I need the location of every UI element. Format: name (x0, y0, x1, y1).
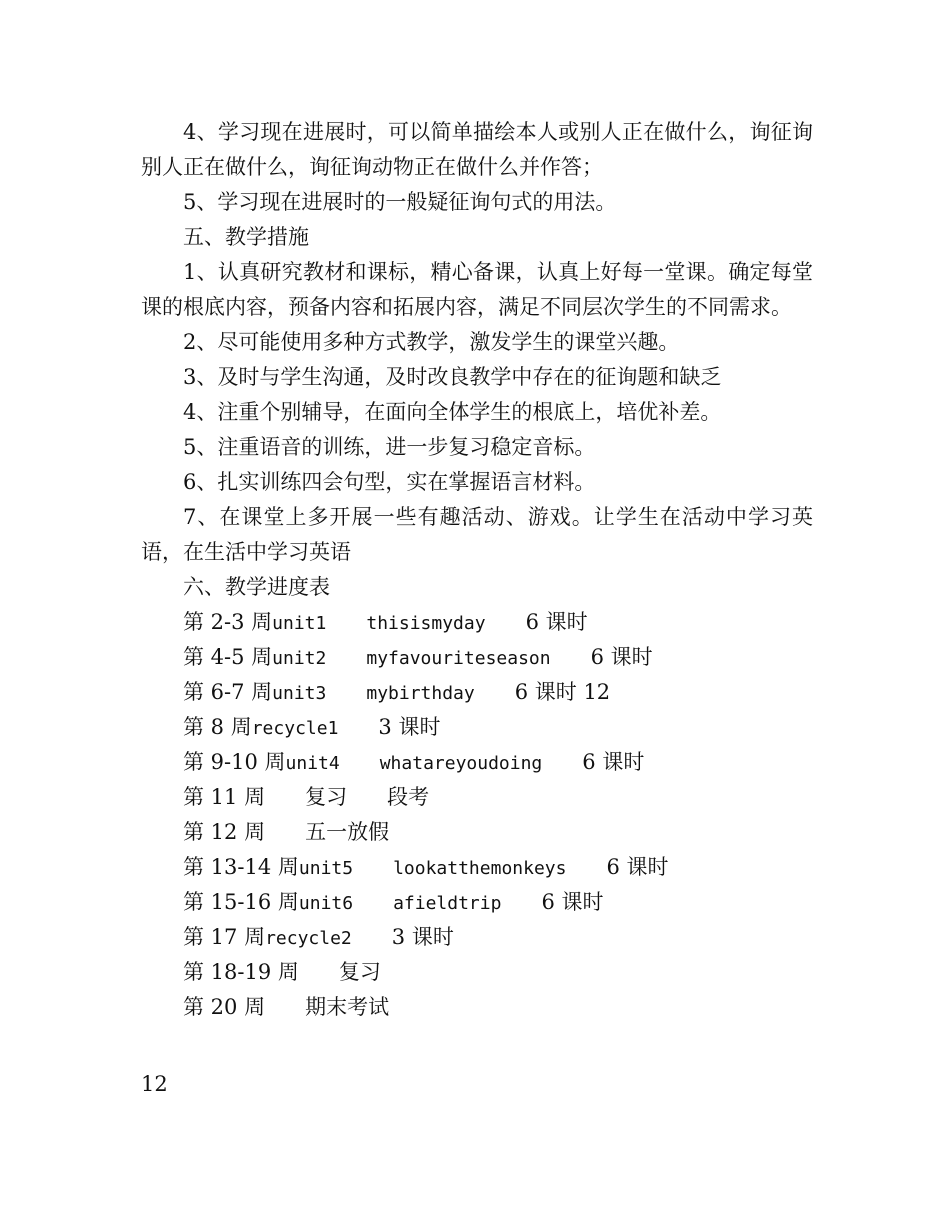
measure-item-2: 2、尽可能使用多种方式教学，激发学生的课堂兴趣。 (183, 330, 680, 354)
schedule-week: 第 13-14 周 (183, 855, 299, 879)
document-body (141, 115, 813, 1025)
schedule-title: whatareyoudoing (379, 753, 543, 774)
schedule-unit: unit5 (298, 858, 354, 879)
measure-item-4: 4、注重个别辅导，在面向全体学生的根底上，培优补差。 (183, 400, 722, 424)
schedule-hours: 6 课时 (582, 750, 645, 774)
schedule-hours: 段考 (387, 785, 430, 809)
schedule-unit: unit1 (272, 613, 327, 634)
schedule-unit: unit4 (285, 753, 340, 774)
schedule-row (141, 815, 813, 850)
schedule-hours: 3 课时 (391, 925, 454, 949)
schedule-row (141, 955, 813, 990)
schedule-title: thisismyday (366, 613, 486, 634)
schedule-unit: unit6 (298, 893, 354, 914)
schedule-row (141, 605, 813, 640)
schedule-hours: 3 课时 (378, 715, 441, 739)
schedule-hours: 6 课时 (606, 855, 669, 879)
schedule-title: mybirthday (366, 683, 475, 704)
measure-item-5: 5、注重语音的训练，进一步复习稳定音标。 (183, 435, 596, 459)
paragraph-objective-4: 4、学习现在进展时，可以简单描绘本人或别人正在做什么，询征询别人正在做什么，询征询动物正在做什么并作答； (141, 120, 813, 179)
schedule-hours: 6 课时 12 (514, 680, 611, 704)
schedule-week: 第 6-7 周 (183, 680, 273, 704)
schedule-week: 第 20 周 (183, 995, 266, 1019)
schedule-week: 第 2-3 周 (183, 610, 273, 634)
schedule-week: 第 9-10 周 (183, 750, 286, 774)
schedule-row (141, 745, 813, 780)
schedule-week: 第 17 周 (183, 925, 266, 949)
schedule-hours: 6 课时 (590, 645, 653, 669)
paragraph-objective-5: 5、学习现在进展时的一般疑征询句式的用法。 (183, 190, 617, 214)
schedule-title: 复习 (338, 960, 381, 984)
schedule-row (141, 920, 813, 955)
schedule-hours: 6 课时 (541, 890, 604, 914)
measure-item-3: 3、及时与学生沟通，及时改良教学中存在的征询题和缺乏 (183, 365, 722, 389)
measure-item-7: 7、在课堂上多开展一些有趣活动、游戏。让学生在活动中学习英语，在生活中学习英语 (141, 505, 813, 564)
schedule-unit: unit2 (272, 648, 327, 669)
measure-item-6: 6、扎实训练四会句型，实在掌握语言材料。 (183, 470, 596, 494)
schedule-row (141, 710, 813, 745)
schedule-row (141, 675, 813, 710)
section-heading-teaching-measures: 五、教学措施 (183, 225, 309, 249)
schedule-row (141, 990, 813, 1025)
section-heading-schedule: 六、教学进度表 (183, 575, 330, 599)
schedule-week: 第 4-5 周 (183, 645, 273, 669)
schedule-week: 第 18-19 周 (183, 960, 299, 984)
schedule-title: myfavouriteseason (366, 648, 551, 669)
schedule-row (141, 640, 813, 675)
schedule-title: 期末考试 (305, 995, 390, 1019)
schedule-row (141, 780, 813, 815)
schedule-unit: unit3 (272, 683, 327, 704)
schedule-row (141, 850, 813, 885)
page-number: 12 (141, 1072, 168, 1096)
schedule-title: afieldtrip (393, 893, 502, 914)
schedule-title: 五一放假 (305, 820, 390, 844)
schedule-week: 第 11 周 (183, 785, 266, 809)
schedule-week: 第 15-16 周 (183, 890, 299, 914)
schedule-row (141, 885, 813, 920)
measure-item-1: 1、认真研究教材和课标，精心备课，认真上好每一堂课。确定每堂课的根底内容，预备内容和拓展内容，满足不同层次学生的不同需求。 (141, 260, 813, 319)
schedule-title: lookatthemonkeys (393, 858, 567, 879)
schedule-hours: 6 课时 (525, 610, 588, 634)
schedule-week: 第 12 周 (183, 820, 266, 844)
schedule-unit: recycle1 (251, 718, 339, 739)
schedule-week: 第 8 周 (183, 715, 252, 739)
schedule-unit: recycle2 (265, 928, 352, 949)
schedule-title: 复习 (305, 785, 348, 809)
